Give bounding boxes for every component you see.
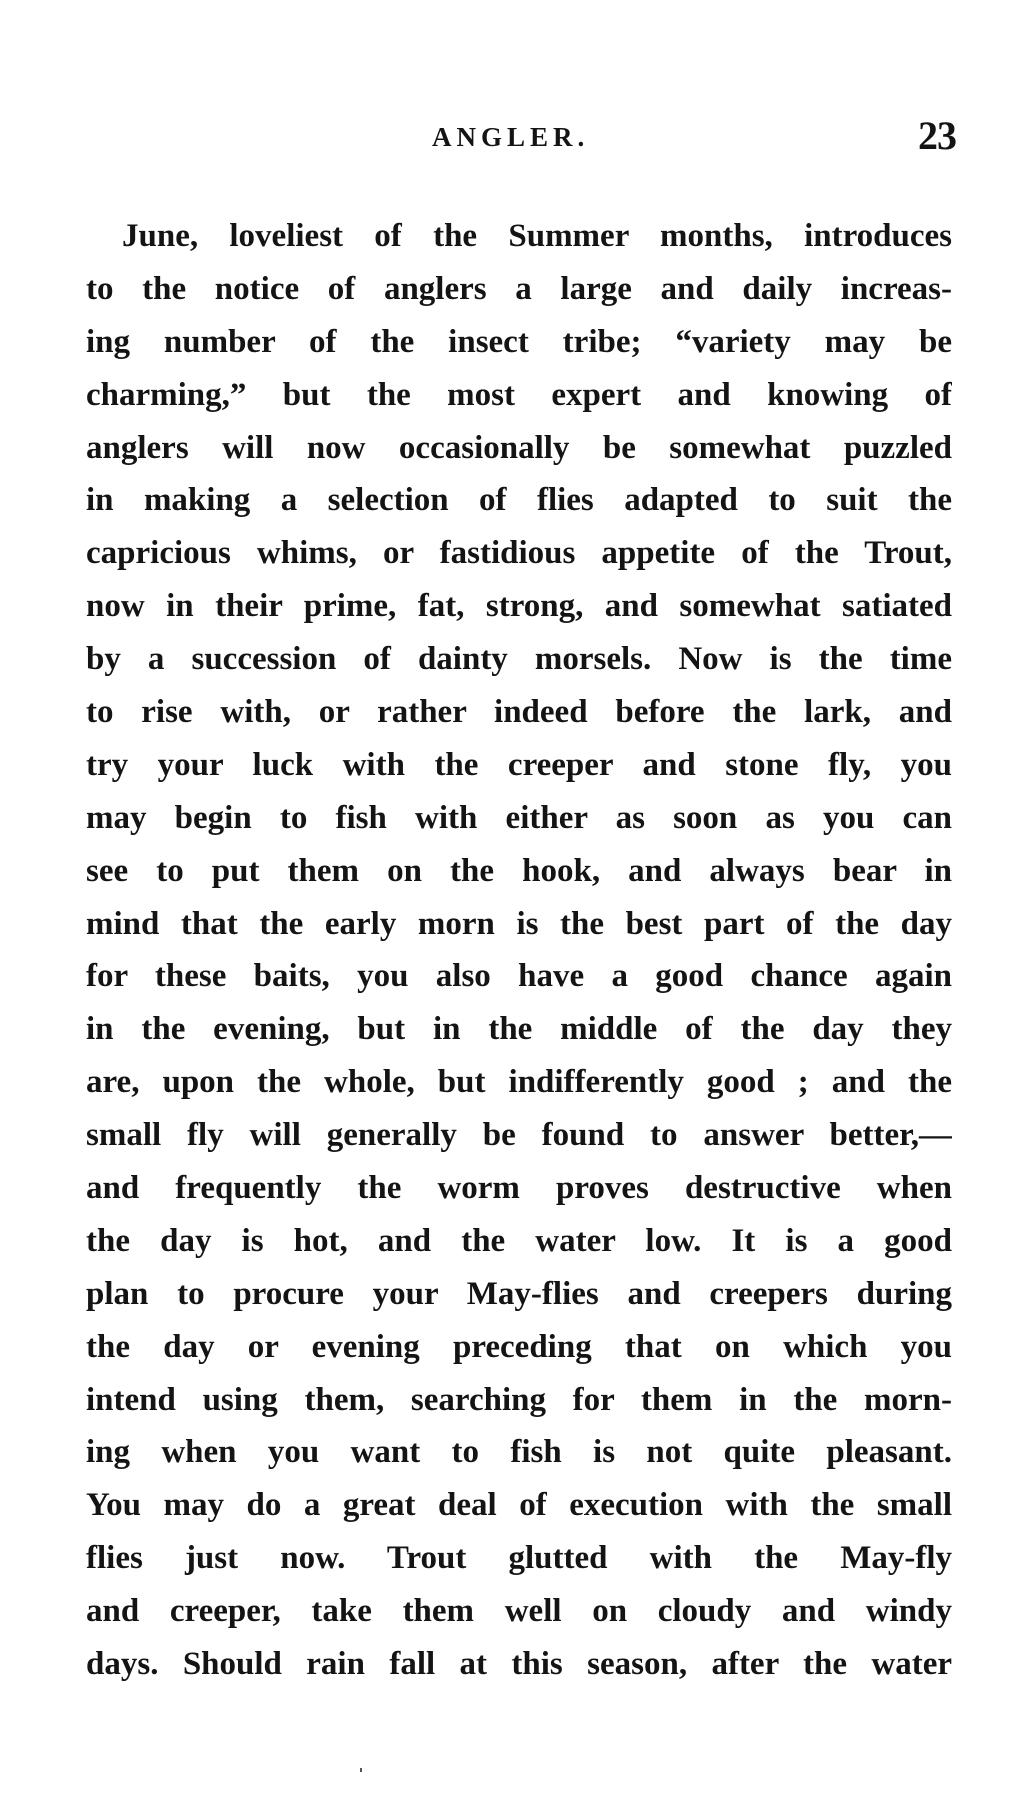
text-line: mind that the early morn is the best part of the day — [86, 905, 952, 942]
text-line: intend using them, searching for them in the morn- — [86, 1381, 952, 1418]
text-line: charming,” but the most expert and knowing of — [86, 376, 952, 413]
text-line: June, loveliest of the Summer months, introduces — [122, 218, 952, 254]
text-line: in the evening, but in the middle of the day they — [86, 1011, 952, 1048]
print-speck — [360, 1768, 362, 1772]
body-paragraph — [86, 210, 952, 1691]
text-line: for these baits, you also have a good chance again — [86, 958, 952, 995]
text-line: plan to procure your May-flies and creepers during — [86, 1275, 952, 1312]
text-line: and frequently the worm proves destructive when — [86, 1170, 952, 1207]
text-line: anglers will now occasionally be somewhat puzzled — [86, 429, 952, 466]
text-line: small fly will generally be found to answer better,— — [86, 1117, 952, 1154]
text-line: are, upon the whole, but indifferently good ; and the — [86, 1064, 952, 1101]
text-line: to the notice of anglers a large and daily increas- — [86, 270, 952, 307]
text-line: days. Should rain fall at this season, after the water — [86, 1646, 952, 1683]
text-line: the day is hot, and the water low. It is a good — [86, 1222, 952, 1259]
text-line: ing when you want to fish is not quite pleasant. — [86, 1434, 952, 1471]
text-line: try your luck with the creeper and stone fly, you — [86, 746, 952, 783]
text-line: see to put them on the hook, and always bear in — [86, 852, 952, 889]
text-line: now in their prime, fat, strong, and somewhat satiated — [86, 588, 952, 625]
text-line: ing number of the insect tribe; “variety may be — [86, 323, 952, 360]
text-line: in making a selection of flies adapted to suit the — [86, 482, 952, 519]
text-line: and creeper, take them well on cloudy and windy — [86, 1593, 952, 1630]
text-line: flies just now. Trout glutted with the May-fly — [86, 1540, 952, 1577]
text-line: to rise with, or rather indeed before the lark, and — [86, 694, 952, 731]
text-line: capricious whims, or fastidious appetite of the Trout, — [86, 535, 952, 572]
text-line: the day or evening preceding that on which you — [86, 1328, 952, 1365]
text-line: You may do a great deal of execution with the small — [86, 1487, 952, 1524]
text-line: may begin to fish with either as soon as you can — [86, 799, 952, 836]
running-head — [0, 113, 1024, 158]
text-line: by a succession of dainty morsels. Now is the time — [86, 641, 952, 678]
page-number: 23 — [918, 113, 956, 158]
running-title: ANGLER. — [432, 122, 590, 152]
